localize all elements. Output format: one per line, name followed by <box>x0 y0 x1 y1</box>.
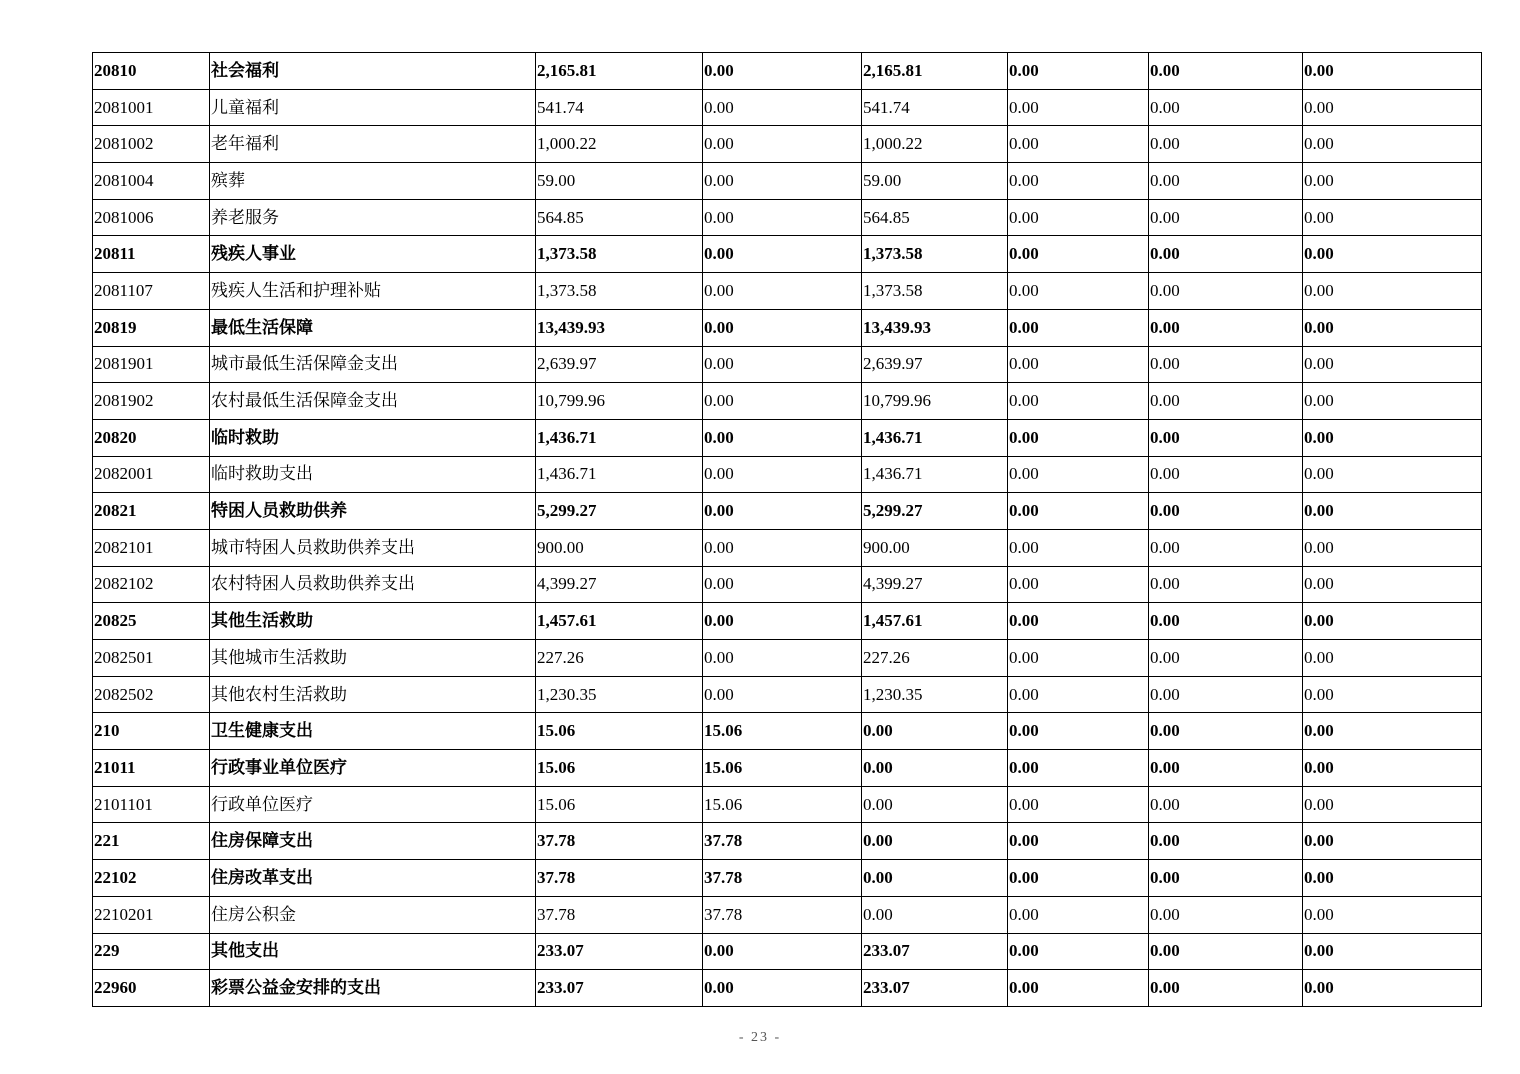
amount-cell: 1,000.22 <box>536 126 703 163</box>
amount-cell: 0.00 <box>1303 89 1482 126</box>
subject-code-cell: 2081902 <box>93 383 210 420</box>
amount-cell: 0.00 <box>1303 823 1482 860</box>
amount-cell: 0.00 <box>1303 346 1482 383</box>
amount-cell: 0.00 <box>1303 529 1482 566</box>
amount-cell: 0.00 <box>703 456 862 493</box>
amount-cell: 0.00 <box>1149 713 1303 750</box>
table-row <box>93 493 1482 530</box>
table-row <box>93 273 1482 310</box>
subject-name-cell: 残疾人事业 <box>210 236 536 273</box>
amount-cell: 0.00 <box>1149 860 1303 897</box>
amount-cell: 0.00 <box>703 933 862 970</box>
amount-cell: 0.00 <box>1303 713 1482 750</box>
table-row <box>93 163 1482 200</box>
amount-cell: 15.06 <box>703 786 862 823</box>
subject-name-cell: 社会福利 <box>210 53 536 90</box>
table-row <box>93 199 1482 236</box>
amount-cell: 59.00 <box>862 163 1008 200</box>
budget-table-container <box>92 52 1481 1007</box>
amount-cell: 1,457.61 <box>536 603 703 640</box>
subject-code-cell: 2081004 <box>93 163 210 200</box>
subject-code-cell: 2081002 <box>93 126 210 163</box>
amount-cell: 0.00 <box>1149 419 1303 456</box>
amount-cell: 0.00 <box>703 566 862 603</box>
amount-cell: 1,373.58 <box>862 236 1008 273</box>
amount-cell: 0.00 <box>703 603 862 640</box>
amount-cell: 0.00 <box>1303 750 1482 787</box>
table-row <box>93 676 1482 713</box>
amount-cell: 227.26 <box>536 640 703 677</box>
amount-cell: 0.00 <box>703 236 862 273</box>
amount-cell: 1,230.35 <box>862 676 1008 713</box>
amount-cell: 0.00 <box>703 970 862 1007</box>
amount-cell: 0.00 <box>1149 273 1303 310</box>
subject-code-cell: 2081901 <box>93 346 210 383</box>
subject-name-cell: 养老服务 <box>210 199 536 236</box>
amount-cell: 0.00 <box>862 823 1008 860</box>
subject-name-cell: 彩票公益金安排的支出 <box>210 970 536 1007</box>
amount-cell: 4,399.27 <box>862 566 1008 603</box>
amount-cell: 4,399.27 <box>536 566 703 603</box>
amount-cell: 0.00 <box>1149 236 1303 273</box>
amount-cell: 0.00 <box>1008 603 1149 640</box>
amount-cell: 15.06 <box>536 786 703 823</box>
subject-code-cell: 2082101 <box>93 529 210 566</box>
subject-code-cell: 22102 <box>93 860 210 897</box>
amount-cell: 0.00 <box>1303 199 1482 236</box>
subject-name-cell: 其他生活救助 <box>210 603 536 640</box>
amount-cell: 0.00 <box>703 640 862 677</box>
subject-code-cell: 2082501 <box>93 640 210 677</box>
subject-code-cell: 22960 <box>93 970 210 1007</box>
amount-cell: 0.00 <box>1149 970 1303 1007</box>
amount-cell: 37.78 <box>703 860 862 897</box>
amount-cell: 0.00 <box>703 126 862 163</box>
subject-name-cell: 残疾人生活和护理补贴 <box>210 273 536 310</box>
amount-cell: 1,436.71 <box>862 456 1008 493</box>
amount-cell: 900.00 <box>536 529 703 566</box>
amount-cell: 0.00 <box>1303 786 1482 823</box>
amount-cell: 0.00 <box>703 419 862 456</box>
subject-name-cell: 殡葬 <box>210 163 536 200</box>
amount-cell: 233.07 <box>536 933 703 970</box>
table-row <box>93 750 1482 787</box>
amount-cell: 1,230.35 <box>536 676 703 713</box>
amount-cell: 5,299.27 <box>536 493 703 530</box>
table-row <box>93 53 1482 90</box>
amount-cell: 0.00 <box>1149 163 1303 200</box>
amount-cell: 0.00 <box>1008 750 1149 787</box>
amount-cell: 0.00 <box>1008 860 1149 897</box>
subject-code-cell: 2082102 <box>93 566 210 603</box>
subject-name-cell: 城市特困人员救助供养支出 <box>210 529 536 566</box>
table-row <box>93 346 1482 383</box>
amount-cell: 233.07 <box>862 933 1008 970</box>
amount-cell: 15.06 <box>536 750 703 787</box>
table-row <box>93 603 1482 640</box>
amount-cell: 0.00 <box>703 346 862 383</box>
amount-cell: 0.00 <box>1008 53 1149 90</box>
amount-cell: 0.00 <box>1149 456 1303 493</box>
amount-cell: 0.00 <box>1008 309 1149 346</box>
amount-cell: 0.00 <box>1149 750 1303 787</box>
subject-code-cell: 20825 <box>93 603 210 640</box>
amount-cell: 0.00 <box>1008 786 1149 823</box>
amount-cell: 0.00 <box>1008 199 1149 236</box>
amount-cell: 1,436.71 <box>536 456 703 493</box>
subject-code-cell: 2081107 <box>93 273 210 310</box>
subject-name-cell: 其他农村生活救助 <box>210 676 536 713</box>
amount-cell: 541.74 <box>862 89 1008 126</box>
subject-code-cell: 20811 <box>93 236 210 273</box>
amount-cell: 1,373.58 <box>536 273 703 310</box>
amount-cell: 0.00 <box>1149 566 1303 603</box>
amount-cell: 13,439.93 <box>862 309 1008 346</box>
amount-cell: 0.00 <box>862 713 1008 750</box>
amount-cell: 0.00 <box>1149 89 1303 126</box>
amount-cell: 15.06 <box>536 713 703 750</box>
amount-cell: 0.00 <box>703 53 862 90</box>
amount-cell: 0.00 <box>1008 89 1149 126</box>
amount-cell: 0.00 <box>1303 383 1482 420</box>
amount-cell: 0.00 <box>1008 163 1149 200</box>
amount-cell: 37.78 <box>703 896 862 933</box>
subject-name-cell: 其他城市生活救助 <box>210 640 536 677</box>
subject-name-cell: 农村最低生活保障金支出 <box>210 383 536 420</box>
amount-cell: 2,165.81 <box>862 53 1008 90</box>
amount-cell: 900.00 <box>862 529 1008 566</box>
amount-cell: 0.00 <box>1008 419 1149 456</box>
amount-cell: 0.00 <box>1303 566 1482 603</box>
amount-cell: 1,436.71 <box>536 419 703 456</box>
subject-name-cell: 住房改革支出 <box>210 860 536 897</box>
amount-cell: 0.00 <box>1149 383 1303 420</box>
page-number: - 23 - <box>738 1030 782 1045</box>
amount-cell: 0.00 <box>1008 273 1149 310</box>
amount-cell: 0.00 <box>703 676 862 713</box>
amount-cell: 0.00 <box>862 786 1008 823</box>
amount-cell: 0.00 <box>1303 53 1482 90</box>
amount-cell: 5,299.27 <box>862 493 1008 530</box>
amount-cell: 0.00 <box>1149 529 1303 566</box>
amount-cell: 0.00 <box>1149 786 1303 823</box>
amount-cell: 0.00 <box>1008 713 1149 750</box>
subject-code-cell: 210 <box>93 713 210 750</box>
amount-cell: 0.00 <box>1008 640 1149 677</box>
amount-cell: 0.00 <box>1303 860 1482 897</box>
amount-cell: 0.00 <box>1008 566 1149 603</box>
budget-expenditure-table <box>92 52 1482 1007</box>
subject-code-cell: 221 <box>93 823 210 860</box>
subject-name-cell: 临时救助支出 <box>210 456 536 493</box>
subject-name-cell: 住房保障支出 <box>210 823 536 860</box>
subject-name-cell: 其他支出 <box>210 933 536 970</box>
table-row <box>93 566 1482 603</box>
amount-cell: 541.74 <box>536 89 703 126</box>
subject-name-cell: 老年福利 <box>210 126 536 163</box>
subject-code-cell: 20820 <box>93 419 210 456</box>
amount-cell: 233.07 <box>536 970 703 1007</box>
amount-cell: 0.00 <box>1149 676 1303 713</box>
amount-cell: 0.00 <box>1303 236 1482 273</box>
amount-cell: 0.00 <box>1303 676 1482 713</box>
amount-cell: 0.00 <box>1303 309 1482 346</box>
amount-cell: 0.00 <box>703 199 862 236</box>
amount-cell: 0.00 <box>703 383 862 420</box>
amount-cell: 0.00 <box>1303 419 1482 456</box>
amount-cell: 0.00 <box>1008 970 1149 1007</box>
amount-cell: 2,639.97 <box>862 346 1008 383</box>
table-row <box>93 640 1482 677</box>
amount-cell: 1,457.61 <box>862 603 1008 640</box>
table-row <box>93 456 1482 493</box>
subject-code-cell: 20810 <box>93 53 210 90</box>
amount-cell: 15.06 <box>703 750 862 787</box>
amount-cell: 0.00 <box>703 273 862 310</box>
subject-name-cell: 行政单位医疗 <box>210 786 536 823</box>
amount-cell: 0.00 <box>862 860 1008 897</box>
amount-cell: 0.00 <box>703 529 862 566</box>
amount-cell: 10,799.96 <box>536 383 703 420</box>
amount-cell: 0.00 <box>1008 346 1149 383</box>
amount-cell: 2,639.97 <box>536 346 703 383</box>
amount-cell: 0.00 <box>1149 493 1303 530</box>
amount-cell: 0.00 <box>1149 823 1303 860</box>
table-row <box>93 823 1482 860</box>
amount-cell: 37.78 <box>536 823 703 860</box>
amount-cell: 564.85 <box>536 199 703 236</box>
amount-cell: 0.00 <box>1008 126 1149 163</box>
table-row <box>93 126 1482 163</box>
amount-cell: 0.00 <box>1008 383 1149 420</box>
subject-code-cell: 2210201 <box>93 896 210 933</box>
amount-cell: 0.00 <box>703 493 862 530</box>
amount-cell: 10,799.96 <box>862 383 1008 420</box>
amount-cell: 1,436.71 <box>862 419 1008 456</box>
amount-cell: 0.00 <box>1149 309 1303 346</box>
table-row <box>93 383 1482 420</box>
amount-cell: 0.00 <box>1303 493 1482 530</box>
amount-cell: 37.78 <box>536 896 703 933</box>
amount-cell: 0.00 <box>1149 53 1303 90</box>
subject-name-cell: 临时救助 <box>210 419 536 456</box>
amount-cell: 0.00 <box>1008 236 1149 273</box>
subject-code-cell: 2081006 <box>93 199 210 236</box>
table-row <box>93 786 1482 823</box>
table-row <box>93 713 1482 750</box>
amount-cell: 0.00 <box>703 309 862 346</box>
amount-cell: 0.00 <box>1303 456 1482 493</box>
table-row <box>93 419 1482 456</box>
amount-cell: 0.00 <box>1149 603 1303 640</box>
subject-code-cell: 20821 <box>93 493 210 530</box>
subject-code-cell: 2082502 <box>93 676 210 713</box>
amount-cell: 37.78 <box>536 860 703 897</box>
amount-cell: 0.00 <box>1149 346 1303 383</box>
amount-cell: 564.85 <box>862 199 1008 236</box>
subject-code-cell: 2101101 <box>93 786 210 823</box>
amount-cell: 0.00 <box>1008 896 1149 933</box>
subject-name-cell: 住房公积金 <box>210 896 536 933</box>
subject-name-cell: 卫生健康支出 <box>210 713 536 750</box>
subject-name-cell: 特困人员救助供养 <box>210 493 536 530</box>
subject-code-cell: 21011 <box>93 750 210 787</box>
amount-cell: 0.00 <box>703 89 862 126</box>
amount-cell: 1,000.22 <box>862 126 1008 163</box>
amount-cell: 0.00 <box>1008 456 1149 493</box>
amount-cell: 0.00 <box>1303 896 1482 933</box>
subject-name-cell: 农村特困人员救助供养支出 <box>210 566 536 603</box>
amount-cell: 0.00 <box>1008 676 1149 713</box>
table-row <box>93 89 1482 126</box>
amount-cell: 0.00 <box>1149 640 1303 677</box>
amount-cell: 0.00 <box>1149 896 1303 933</box>
amount-cell: 59.00 <box>536 163 703 200</box>
amount-cell: 0.00 <box>1303 640 1482 677</box>
amount-cell: 0.00 <box>1008 933 1149 970</box>
amount-cell: 0.00 <box>1008 823 1149 860</box>
amount-cell: 0.00 <box>1303 126 1482 163</box>
subject-code-cell: 2082001 <box>93 456 210 493</box>
amount-cell: 0.00 <box>862 896 1008 933</box>
amount-cell: 0.00 <box>1149 933 1303 970</box>
table-row <box>93 896 1482 933</box>
amount-cell: 13,439.93 <box>536 309 703 346</box>
amount-cell: 0.00 <box>862 750 1008 787</box>
amount-cell: 37.78 <box>703 823 862 860</box>
amount-cell: 2,165.81 <box>536 53 703 90</box>
amount-cell: 0.00 <box>1149 199 1303 236</box>
amount-cell: 0.00 <box>1303 933 1482 970</box>
amount-cell: 0.00 <box>703 163 862 200</box>
amount-cell: 0.00 <box>1008 493 1149 530</box>
subject-code-cell: 229 <box>93 933 210 970</box>
amount-cell: 1,373.58 <box>862 273 1008 310</box>
table-row <box>93 860 1482 897</box>
amount-cell: 0.00 <box>1008 529 1149 566</box>
table-row <box>93 529 1482 566</box>
amount-cell: 0.00 <box>1303 970 1482 1007</box>
subject-name-cell: 城市最低生活保障金支出 <box>210 346 536 383</box>
table-row <box>93 309 1482 346</box>
amount-cell: 1,373.58 <box>536 236 703 273</box>
subject-code-cell: 2081001 <box>93 89 210 126</box>
amount-cell: 0.00 <box>1303 163 1482 200</box>
table-row <box>93 970 1482 1007</box>
table-row <box>93 933 1482 970</box>
table-body <box>93 53 1482 1007</box>
amount-cell: 233.07 <box>862 970 1008 1007</box>
amount-cell: 227.26 <box>862 640 1008 677</box>
amount-cell: 0.00 <box>1149 126 1303 163</box>
subject-name-cell: 最低生活保障 <box>210 309 536 346</box>
subject-name-cell: 行政事业单位医疗 <box>210 750 536 787</box>
amount-cell: 0.00 <box>1303 603 1482 640</box>
amount-cell: 0.00 <box>1303 273 1482 310</box>
subject-code-cell: 20819 <box>93 309 210 346</box>
table-row <box>93 236 1482 273</box>
amount-cell: 15.06 <box>703 713 862 750</box>
subject-name-cell: 儿童福利 <box>210 89 536 126</box>
